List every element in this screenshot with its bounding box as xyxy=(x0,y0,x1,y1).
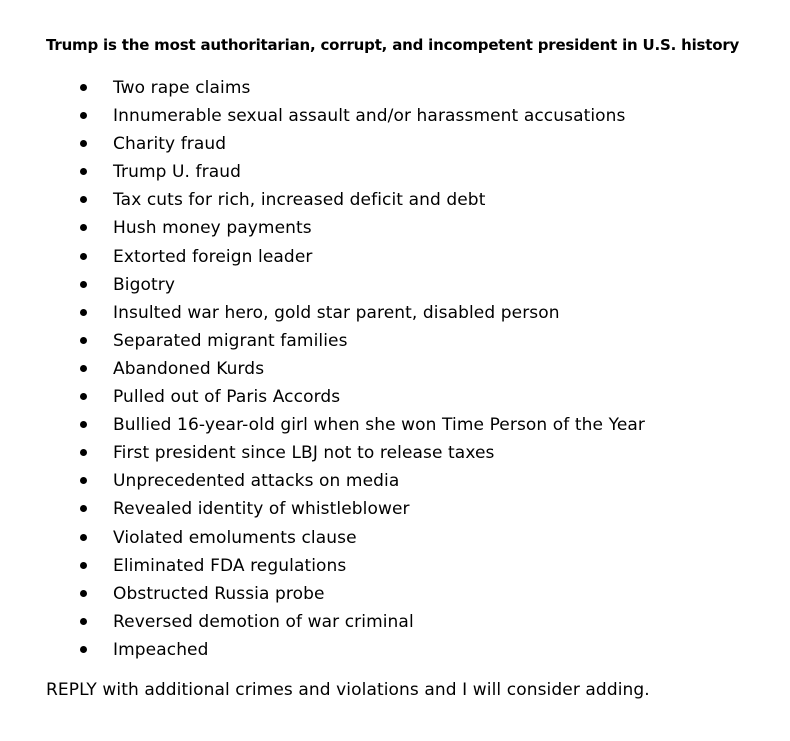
footer-note: REPLY with additional crimes and violations and I will consider adding. xyxy=(46,680,650,700)
list-item-text: Trump U. fraud xyxy=(113,162,242,183)
bullet-icon xyxy=(80,534,87,541)
bullet-icon xyxy=(80,365,87,372)
document-title: Trump is the most authoritarian, corrupt, and incompetent president in U.S. history xyxy=(46,36,740,54)
list-item-text: Unprecedented attacks on media xyxy=(113,471,400,492)
list-item-text: Eliminated FDA regulations xyxy=(113,555,347,576)
bullet-icon xyxy=(80,618,87,625)
list-item-text: Two rape claims xyxy=(113,78,251,98)
bullet-icon xyxy=(80,393,87,400)
bullet-icon xyxy=(80,337,87,344)
bullet-icon xyxy=(80,112,87,119)
bullet-icon xyxy=(80,421,87,428)
bullet-icon xyxy=(80,309,87,316)
list-item-text: Reversed demotion of war criminal xyxy=(113,611,414,632)
list-item-text: Hush money payments xyxy=(113,218,312,239)
bullet-icon xyxy=(80,477,87,484)
list-item-text: Impeached xyxy=(113,639,209,660)
list-item-text: Insulted war hero, gold star parent, disabled person xyxy=(113,302,560,323)
bullet-icon xyxy=(80,84,87,91)
list-item-text: Revealed identity of whistleblower xyxy=(113,499,410,520)
bullet-icon xyxy=(80,253,87,260)
list-item-text: Bullied 16-year-old girl when she won Time Person of the Year xyxy=(113,415,645,436)
bullet-icon xyxy=(80,281,87,288)
bullet-icon xyxy=(80,646,87,653)
list-item-text: Innumerable sexual assault and/or harassment accusations xyxy=(113,106,626,127)
bullet-icon xyxy=(80,505,87,512)
bullet-icon xyxy=(80,590,87,597)
bullet-icon xyxy=(80,224,87,231)
bullet-icon xyxy=(80,168,87,175)
list-item-text: Extorted foreign leader xyxy=(113,246,313,267)
list-item-text: Obstructed Russia probe xyxy=(113,583,325,604)
bullet-icon xyxy=(80,562,87,569)
list-item-text: Abandoned Kurds xyxy=(113,358,265,379)
bullet-icon xyxy=(80,196,87,203)
list-item-text: Charity fraud xyxy=(113,134,227,155)
list-item-text: Violated emoluments clause xyxy=(113,527,357,548)
list-item-text: Bigotry xyxy=(113,274,175,295)
list-item-text: Separated migrant families xyxy=(113,330,348,351)
list-item-text: Pulled out of Paris Accords xyxy=(113,387,341,408)
bullet-icon xyxy=(80,449,87,456)
list-item-text: Tax cuts for rich, increased deficit and debt xyxy=(113,190,486,211)
bullet-icon xyxy=(80,140,87,147)
list-item-text: First president since LBJ not to release taxes xyxy=(113,443,495,464)
